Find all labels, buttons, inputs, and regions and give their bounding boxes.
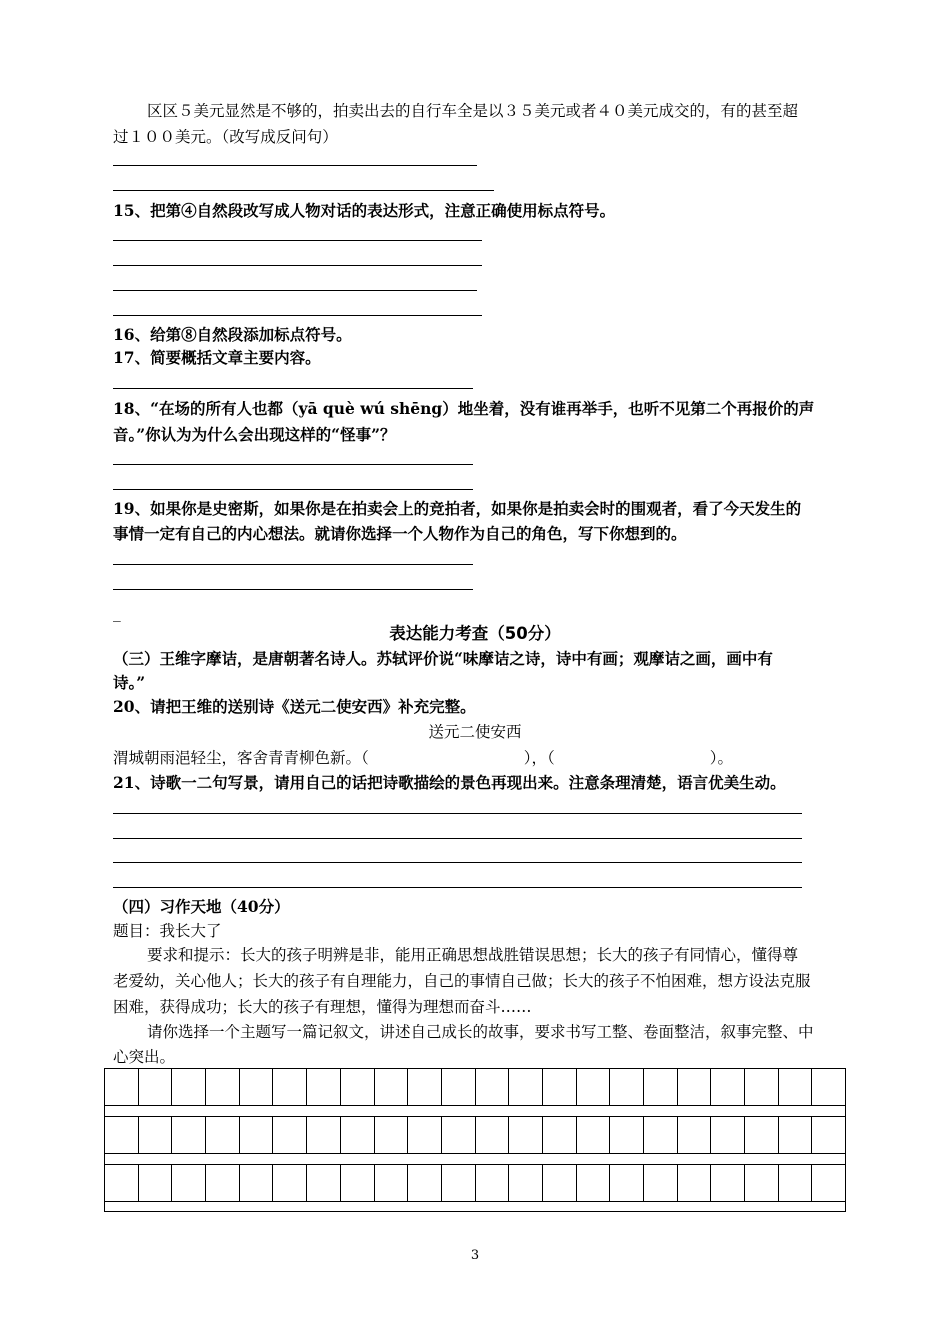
answer-line [113,165,477,166]
requirements-line3: 困难，获得成功；长大的孩子有理想，懂得为理想而奋斗…… [113,998,532,1016]
grid-cell[interactable] [543,1117,577,1153]
question-21: 21、诗歌一二句写景，请用自己的话把诗歌描绘的景色再现出来。注意条理清楚，语言优美生动。 [113,773,786,792]
answer-line [113,265,482,266]
grid-cell[interactable] [745,1117,779,1153]
grid-cell[interactable] [105,1165,139,1201]
grid-cell[interactable] [812,1117,845,1153]
grid-cell[interactable] [678,1165,712,1201]
rewrite-sentence-line2: 过１００美元。（改写成反问句） [113,128,338,146]
poet-intro-line2: 诗。” [113,673,146,692]
grid-cell[interactable] [341,1165,375,1201]
grid-cell[interactable] [442,1165,476,1201]
grid-cell[interactable] [105,1117,139,1153]
grid-cell[interactable] [105,1069,139,1105]
grid-cell[interactable] [375,1069,409,1105]
question-17: 17、简要概括文章主要内容。 [113,348,321,367]
grid-cell[interactable] [273,1165,307,1201]
grid-cell[interactable] [779,1165,813,1201]
answer-line [113,190,494,191]
question-18-line1: 18、“在场的所有人也都（yā què wú shēng）地坐着，没有谁再举手，也听不见第二个再报价的声 [113,399,815,418]
grid-cell[interactable] [375,1165,409,1201]
grid-cell[interactable] [341,1117,375,1153]
grid-cell[interactable] [745,1165,779,1201]
grid-cell[interactable] [442,1069,476,1105]
answer-line [113,240,482,241]
grid-cell[interactable] [375,1117,409,1153]
answer-line [113,564,473,565]
composition-grid[interactable] [104,1068,846,1212]
grid-cell[interactable] [779,1069,813,1105]
answer-line [113,388,473,389]
answer-line [113,464,473,465]
grid-cell[interactable] [509,1165,543,1201]
grid-cell[interactable] [644,1117,678,1153]
grid-cell[interactable] [745,1069,779,1105]
grid-cell[interactable] [172,1117,206,1153]
composition-heading: （四）习作天地（40分） [113,897,290,916]
question-16: 16、给第⑧自然段添加标点符号。 [113,325,352,344]
grid-cell[interactable] [139,1165,173,1201]
grid-row[interactable] [104,1116,846,1154]
grid-cell[interactable] [408,1165,442,1201]
grid-cell[interactable] [812,1069,845,1105]
grid-cell[interactable] [711,1165,745,1201]
grid-cell[interactable] [206,1165,240,1201]
grid-row[interactable] [104,1164,846,1202]
grid-cell[interactable] [812,1165,845,1201]
grid-cell[interactable] [341,1069,375,1105]
grid-row[interactable] [104,1068,846,1106]
grid-cell[interactable] [711,1117,745,1153]
grid-cell[interactable] [577,1117,611,1153]
grid-cell[interactable] [678,1117,712,1153]
grid-row-gap [104,1154,846,1164]
grid-cell[interactable] [577,1069,611,1105]
grid-row-gap [104,1106,846,1116]
grid-cell[interactable] [172,1069,206,1105]
poem-title: 送元二使安西 [428,723,522,741]
grid-cell[interactable] [408,1069,442,1105]
grid-cell[interactable] [273,1117,307,1153]
grid-cell[interactable] [476,1069,510,1105]
answer-line [113,315,482,316]
grid-cell[interactable] [476,1165,510,1201]
requirements-line1: 要求和提示：长大的孩子明辨是非，能用正确思想战胜错误思想；长大的孩子有同情心，懂得尊 [147,946,799,964]
grid-cell[interactable] [139,1117,173,1153]
rewrite-sentence-line1: 区区５美元显然是不够的，拍卖出去的自行车全是以３５美元或者４０美元成交的，有的甚至超 [147,102,799,120]
grid-cell[interactable] [139,1069,173,1105]
requirements-line5: 心突出。 [113,1048,176,1066]
grid-cell[interactable] [307,1069,341,1105]
grid-cell[interactable] [644,1165,678,1201]
grid-cell[interactable] [543,1069,577,1105]
question-18-line2: 音。”你认为为什么会出现这样的“怪事”？ [113,425,396,444]
answer-line [113,862,802,863]
answer-line [113,838,802,839]
question-20: 20、请把王维的送别诗《送元二使安西》补充完整。 [113,697,476,716]
composition-topic: 题目：我长大了 [113,922,222,940]
grid-cell[interactable] [476,1117,510,1153]
page-number: 3 [470,1248,480,1263]
grid-cell[interactable] [509,1069,543,1105]
requirements-line4: 请你选择一个主题写一篇记叙文，讲述自己成长的故事，要求书写工整、卷面整洁，叙事完整、中 [147,1023,814,1041]
answer-line [113,813,802,814]
requirements-line2: 老爱幼，关心他人；长大的孩子有自理能力，自己的事情自己做；长大的孩子不怕困难，想方设法克服 [113,972,811,990]
grid-cell[interactable] [273,1069,307,1105]
grid-cell[interactable] [543,1165,577,1201]
grid-cell[interactable] [678,1069,712,1105]
grid-cell[interactable] [509,1117,543,1153]
grid-cell[interactable] [240,1117,274,1153]
grid-row-gap [104,1202,846,1212]
question-19-line1: 19、如果你是史密斯，如果你是在拍卖会上的竞拍者，如果你是拍卖会时的围观者，看了今天发生的 [113,499,802,518]
grid-cell[interactable] [610,1069,644,1105]
grid-cell[interactable] [610,1117,644,1153]
grid-cell[interactable] [307,1117,341,1153]
grid-cell[interactable] [240,1165,274,1201]
poem-fill-line: 渭城朝雨浥轻尘，客舍青青柳色新。（ ），（ ）。 [113,749,734,767]
answer-line [113,489,473,490]
answer-line [113,887,802,888]
grid-cell[interactable] [172,1165,206,1201]
question-15: 15、把第④自然段改写成人物对话的表达形式，注意正确使用标点符号。 [113,201,616,220]
answer-line [113,589,473,590]
grid-cell[interactable] [644,1069,678,1105]
grid-cell[interactable] [711,1069,745,1105]
answer-line [113,290,477,291]
grid-cell[interactable] [206,1069,240,1105]
stray-underscore: _ [113,604,121,622]
question-19-line2: 事情一定有自己的内心想法。就请你选择一个人物作为自己的角色，写下你想到的。 [113,524,687,543]
grid-cell[interactable] [307,1165,341,1201]
section-title: 表达能力考查（50分） [389,624,561,643]
poet-intro-line1: （三）王维字摩诘，是唐朝著名诗人。苏轼评价说“味摩诘之诗，诗中有画；观摩诘之画，画中有 [113,649,773,668]
grid-cell[interactable] [779,1117,813,1153]
grid-cell[interactable] [240,1069,274,1105]
grid-cell[interactable] [206,1117,240,1153]
grid-cell[interactable] [408,1117,442,1153]
grid-cell[interactable] [442,1117,476,1153]
grid-cell[interactable] [577,1165,611,1201]
grid-cell[interactable] [610,1165,644,1201]
